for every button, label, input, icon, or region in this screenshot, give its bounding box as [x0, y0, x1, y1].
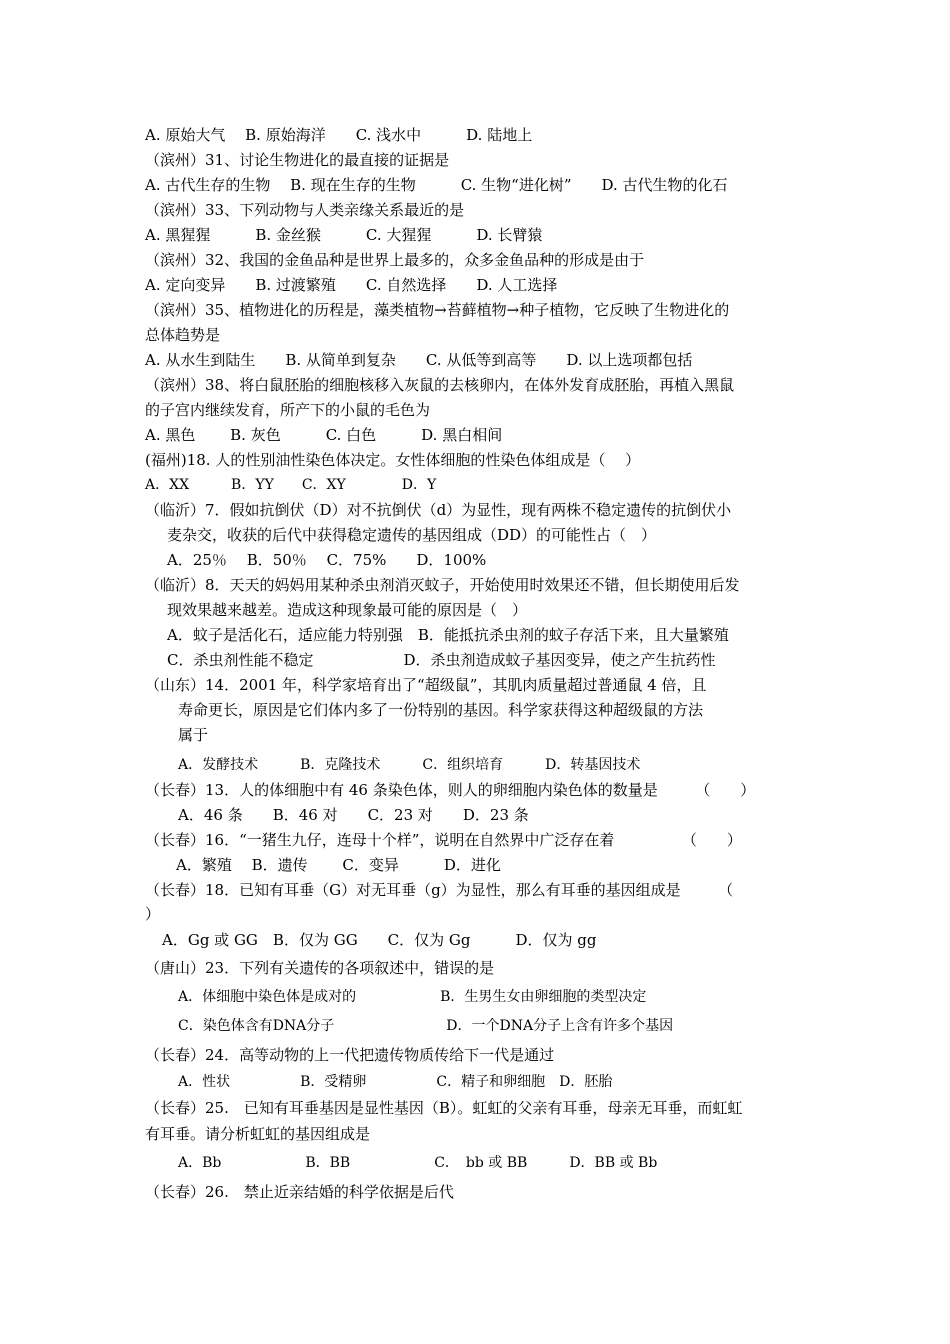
question-line: （滨州）33、下列动物与人类亲缘关系最近的是 [145, 201, 465, 219]
option-line: C．杀虫剂性能不稳定 D．杀虫剂造成蚊子基因变异，使之产生抗药性 [167, 651, 716, 669]
question-line: 的子宫内继续发育，所产下的小鼠的毛色为 [145, 401, 431, 419]
question-line: （滨州）32、我国的金鱼品种是世界上最多的，众多金鱼品种的形成是由于 [145, 251, 645, 269]
question-line: (福州)18. 人的性别油性染色体决定。女性体细胞的性染色体组成是（ ） [145, 451, 641, 469]
option-line: A. 原始大气 B. 原始海洋 C. 浅水中 D. 陆地上 [145, 126, 533, 144]
option-line: A．25％ B．50％ C．75% D．100% [167, 551, 487, 569]
question-line: （长春）24．高等动物的上一代把遗传物质传给下一代是通过 [145, 1046, 555, 1064]
question-line: （滨州）31、讨论生物进化的最直接的证据是 [145, 151, 450, 169]
question-line: 现效果越来越差。造成这种现象最可能的原因是（ ） [167, 601, 528, 619]
option-line: A. 黑猩猩 B. 金丝猴 C. 大猩猩 D. 长臂猿 [145, 226, 543, 244]
option-line: A．46 条 B．46 对 C．23 对 D．23 条 [178, 806, 529, 824]
question-line: （临沂）7．假如抗倒伏（D）对不抗倒伏（d）为显性，现有两株不稳定遗传的抗倒伏小 [145, 501, 732, 519]
option-line: C．染色体含有DNA分子 D．一个DNA分子上含有许多个基因 [178, 1018, 674, 1034]
option-line: A．XX B．YY C．XY D．Y [145, 477, 437, 493]
question-line: 属于 [178, 726, 209, 744]
option-line: A．发酵技术 B．克隆技术 C．组织培育 D．转基因技术 [178, 757, 641, 773]
option-line: A. 古代生存的生物 B. 现在生存的生物 C. 生物“进化树” D. 古代生物的化石 [145, 176, 728, 194]
question-line: （长春）25. 已知有耳垂基因是显性基因（B）。虹虹的父亲有耳垂，母亲无耳垂，而虹虹 [145, 1099, 743, 1117]
option-line: A. 从水生到陆生 B. 从简单到复杂 C. 从低等到高等 D. 以上选项都包括 [145, 351, 693, 369]
question-line: ） [145, 905, 161, 923]
question-line: （长春）13．人的体细胞中有 46 条染色体，则人的卵细胞内染色体的数量是 （ ） [145, 781, 756, 799]
question-line: （滨州）35、植物进化的历程是，藻类植物→苔藓植物→种子植物，它反映了生物进化的 [145, 301, 730, 319]
question-line: （唐山）23．下列有关遗传的各项叙述中，错误的是 [145, 959, 495, 977]
option-line: A．体细胞中染色体是成对的 B．生男生女由卵细胞的类型决定 [178, 989, 647, 1005]
question-line: （山东）14．2001 年，科学家培育出了“超级鼠”，其肌肉质量超过普通鼠 4 倍，且 [145, 676, 707, 694]
question-line: （长春）16．“一猪生九仔，连母十个样”，说明在自然界中广泛存在着 （ ） [145, 831, 742, 849]
question-line: 麦杂交，收获的后代中获得稳定遗传的基因组成（DD）的可能性占（ ） [167, 526, 657, 544]
option-line: A. 定向变异 B. 过渡繁殖 C. 自然选择 D. 人工选择 [145, 276, 558, 294]
question-line: （临沂）8．天天的妈妈用某种杀虫剂消灭蚊子，开始使用时效果还不错，但长期使用后发 [145, 576, 740, 594]
option-line: A．繁殖 B．遗传 C．变异 D．进化 [176, 856, 501, 874]
question-line: 总体趋势是 [145, 326, 221, 344]
question-line: （长春）18．已知有耳垂（G）对无耳垂（g）为显性，那么有耳垂的基因组成是 （ [145, 881, 734, 899]
option-line: A．Bb B．BB C． bb 或 BB D．BB 或 Bb [178, 1155, 658, 1171]
option-line: A．蚊子是活化石，适应能力特别强 B．能抵抗杀虫剂的蚊子存活下来，且大量繁殖 [167, 626, 729, 644]
question-line: 寿命更长，原因是它们体内多了一份特别的基因。科学家获得这种超级鼠的方法 [178, 701, 704, 719]
option-line: A．Gg 或 GG B．仅为 GG C．仅为 Gg D．仅为 gg [162, 931, 597, 949]
option-line: A．性状 B．受精卵 C．精子和卵细胞 D．胚胎 [178, 1074, 613, 1090]
question-line: （滨州）38、将白鼠胚胎的细胞核移入灰鼠的去核卵内，在体外发育成胚胎，再植入黑鼠 [145, 376, 735, 394]
question-line: 有耳垂。请分析虹虹的基因组成是 [145, 1125, 371, 1143]
option-line: A. 黑色 B. 灰色 C. 白色 D. 黑白相间 [145, 426, 503, 444]
question-line: （长春）26. 禁止近亲结婚的科学依据是后代 [145, 1183, 454, 1201]
